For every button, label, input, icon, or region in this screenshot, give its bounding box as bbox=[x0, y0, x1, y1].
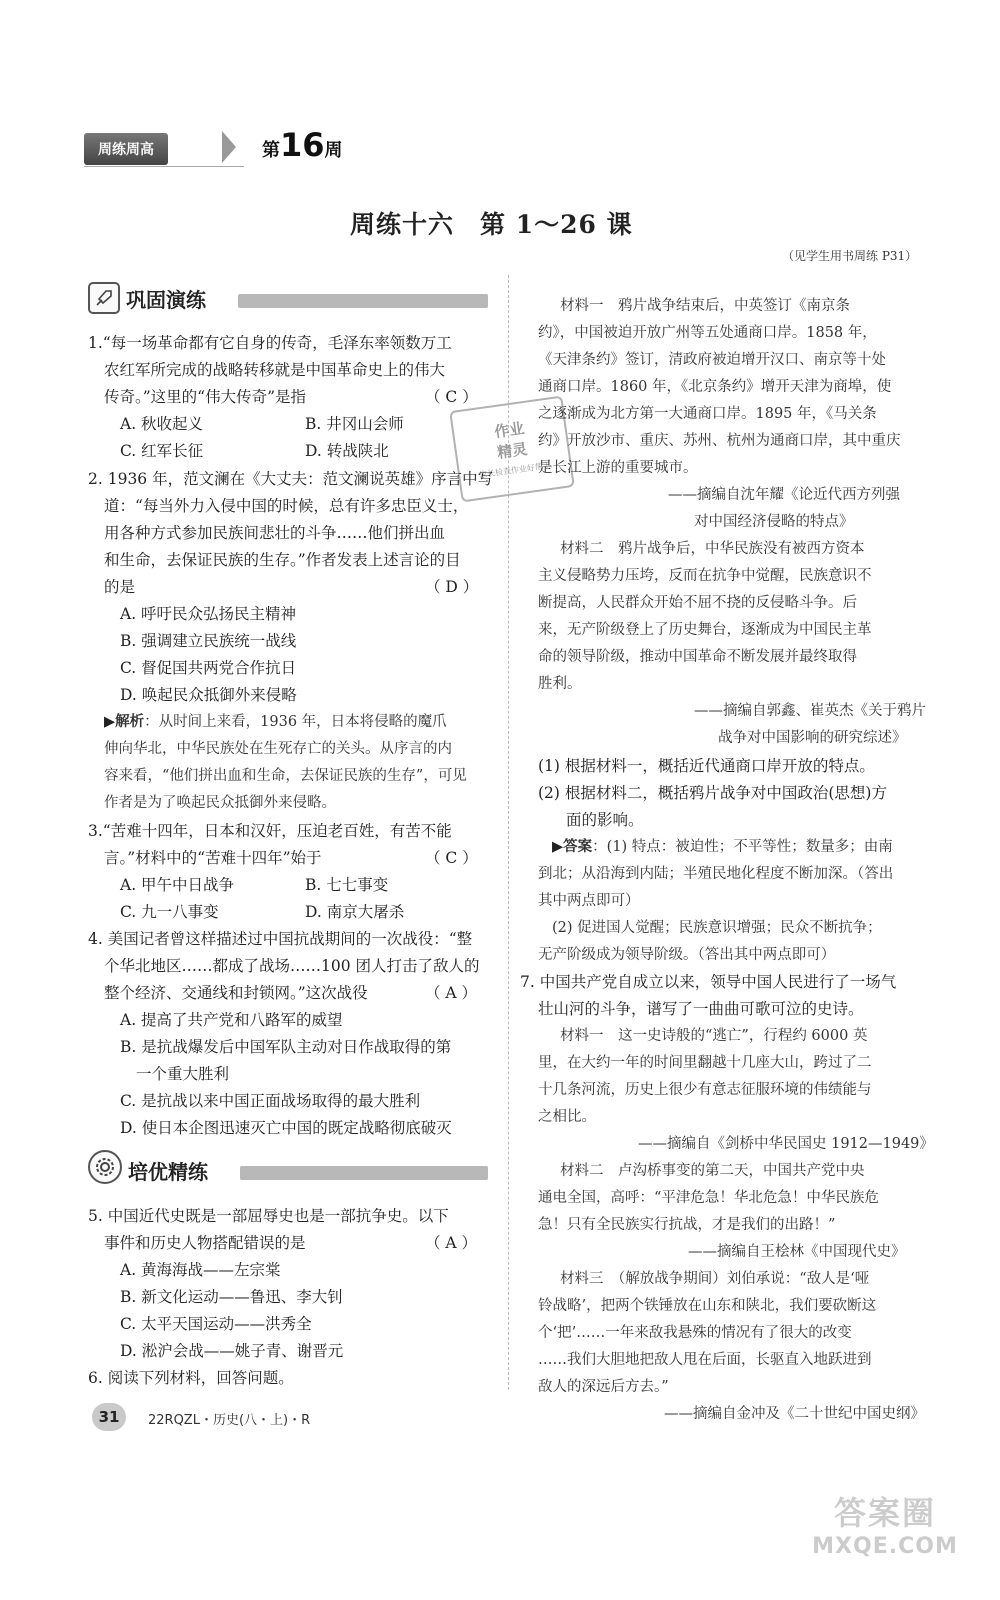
week-label: 第16周 bbox=[262, 126, 343, 164]
q7-material2-line2: 通电全国，高呼：“平津危急！华北危急！中华民族危 bbox=[538, 1190, 879, 1206]
q6-material2-line3: 断提高，人民群众开始不屈不挠的反侵略斗争。后 bbox=[538, 595, 857, 611]
q7-material3-line2: 铃战略’，把两个铁锤放在山东和陕北，我们要砍断这 bbox=[538, 1298, 877, 1314]
q2-answer: （ D ） bbox=[425, 578, 479, 596]
q7-material3-line3: 个‘把’……一年来敌我悬殊的情况有了很大的改变 bbox=[538, 1325, 852, 1341]
q1-option-a: A. 秋收起义 bbox=[120, 415, 204, 433]
q6-material1-source1: ——摘编自沈年耀《论近代西方列强 bbox=[668, 487, 900, 503]
q5-line1: 5. 中国近代史既是一部屈辱史也是一部抗争史。以下 bbox=[88, 1207, 449, 1225]
page-title: 周练十六 第 1～26 课 bbox=[350, 210, 633, 239]
q6-material2-line2: 主义侵略势力压垮，反而在抗争中觉醒，民族意识不 bbox=[538, 568, 872, 584]
q4-line2: 个华北地区……都成了战场……100 团人打击了敌人的 bbox=[104, 957, 480, 975]
q6-material2-line6: 胜利。 bbox=[538, 676, 582, 692]
q1-line3: 传奇。”这里的“伟大传奇”是指 bbox=[104, 388, 307, 406]
q4-option-b-cont: 一个重大胜利 bbox=[136, 1065, 230, 1083]
series-tag: 周练周高 bbox=[84, 133, 168, 165]
q4-line3: 整个经济、交通线和封锁网。”这次战役 bbox=[104, 984, 368, 1002]
q2-line3: 用各种方式参加民族间悲壮的斗争……他们拼出血 bbox=[104, 524, 446, 542]
q7-line1: 7. 中国共产党自成立以来，领导中国人民进行了一场气 bbox=[520, 973, 897, 991]
q1-line2: 农红军所完成的战略转移就是中国革命史上的伟大 bbox=[104, 361, 446, 379]
header-divider bbox=[84, 166, 244, 167]
section-bar-2 bbox=[240, 1166, 488, 1180]
q6-material1-line6: 约》开放沙市、重庆、苏州、杭州为通商口岸，其中重庆 bbox=[538, 433, 901, 449]
q4-option-b: B. 是抗战爆发后中国军队主动对日作战取得的第 bbox=[120, 1038, 452, 1056]
q6-answer-line3: 其中两点即可） bbox=[538, 893, 640, 909]
q7-material3-line1: 材料三 （解放战争期间）刘伯承说：“敌人是‘哑 bbox=[560, 1271, 870, 1287]
q2-line4: 和生命，去保证民族的生存。”作者发表上述言论的目 bbox=[104, 551, 461, 569]
q3-line1: 3.“苦难十四年，日本和汉奸，压迫老百姓，有苦不能 bbox=[88, 822, 452, 840]
q6-material2-source1: ——摘编自郭鑫、崔英杰《关于鸦片 bbox=[694, 703, 926, 719]
q5-option-b: B. 新文化运动——鲁迅、李大钊 bbox=[120, 1288, 343, 1306]
answer-icon: ▶ bbox=[552, 839, 564, 855]
q6-answer-line1: ▶答案：(1) 特点：被迫性；不平等性；数量多；由南 bbox=[552, 838, 893, 855]
q2-line1: 2. 1936 年，范文澜在《大丈夫：范文澜说英雄》序言中写 bbox=[88, 470, 494, 488]
q4-option-d: D. 使日本企图迅速灭亡中国的既定战略彻底破灭 bbox=[120, 1119, 452, 1137]
answer-label: 答案 bbox=[563, 838, 593, 855]
q6-material2-source2: 战争对中国影响的研究综述》 bbox=[718, 730, 907, 746]
q2-option-d: D. 唤起民众抵御外来侵略 bbox=[120, 686, 297, 704]
q6-material1-line3: 《天津条约》签订，清政府被迫增开汉口、南京等十处 bbox=[538, 352, 886, 368]
q2-option-c: C. 督促国共两党合作抗日 bbox=[120, 659, 297, 677]
rocket-icon bbox=[88, 282, 120, 314]
q6-material1-line4: 通商口岸。1860 年，《北京条约》增开天津为商埠，使 bbox=[538, 379, 892, 395]
q6-material1-line7: 是长江上游的重要城市。 bbox=[538, 460, 698, 476]
q7-line2: 壮山河的斗争，谱写了一曲曲可歌可泣的史诗。 bbox=[538, 1000, 864, 1018]
q7-material2-line3: 急！只有全民族实行抗战，才是我们的出路！” bbox=[538, 1217, 836, 1233]
q5-option-a: A. 黄海海战——左宗棠 bbox=[120, 1261, 281, 1279]
textbook-reference: （见学生用书周练 P31） bbox=[782, 249, 918, 263]
q2-option-b: B. 强调建立民族统一战线 bbox=[120, 632, 297, 650]
section-consolidate: 巩固演练 bbox=[126, 288, 206, 312]
q2-option-a: A. 呼吁民众弘扬民主精神 bbox=[120, 605, 297, 623]
q2-analysis-line4: 作者是为了唤起民众抵御外来侵略。 bbox=[104, 795, 336, 811]
q2-line5: 的是 bbox=[104, 578, 136, 596]
q6-material2-line4: 来，无产阶级登上了历史舞台，逐渐成为中国民主革 bbox=[538, 622, 872, 638]
q4-line1: 4. 美国记者曾这样描述过中国抗战期间的一次战役：“整 bbox=[88, 930, 473, 948]
q6-material2-line5: 命的领导阶级，推动中国革命不断发展并最终取得 bbox=[538, 649, 857, 665]
q6-answer-line4: (2) 促进国人觉醒；民族意识增强；民众不断抗争； bbox=[552, 920, 882, 936]
q3-line2: 言。”材料中的“苦难十四年”始于 bbox=[104, 849, 322, 867]
q2-analysis-line2: 伸向华北，中华民族处在生死存亡的关头。从序言的内 bbox=[104, 741, 452, 757]
q7-material1-line3: 十几条河流，历史上很少有意志征服环境的伟绩能与 bbox=[538, 1082, 872, 1098]
q4-option-c: C. 是抗战以来中国正面战场取得的最大胜利 bbox=[120, 1092, 421, 1110]
q3-option-c: C. 九一八事变 bbox=[120, 903, 219, 921]
q4-option-a: A. 提高了共产党和八路军的威望 bbox=[120, 1011, 343, 1029]
q2-analysis-line3: 容来看，“他们拼出血和生命，去保证民族的生存”，可见 bbox=[104, 768, 467, 784]
q5-line2: 事件和历史人物搭配错误的是 bbox=[104, 1234, 306, 1252]
q7-material1-line1: 材料一 这一史诗般的“逃亡”，行程约 6000 英 bbox=[560, 1028, 868, 1044]
q6-answer-line5: 无产阶级成为领导阶级。（答出其中两点即可） bbox=[538, 947, 836, 963]
q4-answer: （ A ） bbox=[425, 984, 478, 1002]
tag-arrow bbox=[222, 131, 236, 163]
section-bar bbox=[238, 294, 488, 308]
q6-material1-line2: 约》，中国被迫开放广州等五处通商口岸。1858 年， bbox=[538, 325, 877, 341]
q1-answer: （ C ） bbox=[425, 388, 478, 406]
q1-line1: 1.“每一场革命都有它自身的传奇，毛泽东率领数万工 bbox=[88, 334, 452, 352]
q7-material1-line4: 之相比。 bbox=[538, 1109, 596, 1125]
q6-answer-line2: 到北；从沿海到内陆；半殖民地化程度不断加深。（答出 bbox=[538, 866, 894, 882]
q6-material2-line1: 材料二 鸦片战争后，中华民族没有被西方资本 bbox=[560, 541, 865, 557]
q2-analysis: ▶解析：从时间上来看，1936 年，日本将侵略的魔爪 bbox=[104, 713, 447, 730]
q2-line2: 道：“每当外力入侵中国的时候，总有许多忠臣义士， bbox=[104, 497, 469, 515]
q3-option-a: A. 甲午中日战争 bbox=[120, 876, 235, 894]
q3-answer: （ C ） bbox=[425, 849, 478, 867]
analysis-label: 解析 bbox=[115, 713, 145, 730]
q5-option-c: C. 太平天国运动——洪秀全 bbox=[120, 1315, 312, 1333]
page-number-badge bbox=[92, 1403, 126, 1431]
q6-material1-source2: 对中国经济侵略的特点》 bbox=[694, 514, 854, 530]
watermark-logo: 答案圈 MXQE.COM bbox=[812, 1494, 958, 1559]
q6-sub2: (2) 根据材料二，概括鸦片战争对中国政治(思想)方 bbox=[538, 784, 887, 802]
q1-option-c: C. 红军长征 bbox=[120, 442, 204, 460]
q6-material1-line5: 之逐渐成为北方第一大通商口岸。1895 年，《马关条 bbox=[538, 406, 877, 422]
q5-answer: （ A ） bbox=[425, 1234, 478, 1252]
q6-sub1: (1) 根据材料一，概括近代通商口岸开放的特点。 bbox=[538, 757, 875, 775]
gear-icon bbox=[88, 1150, 122, 1184]
stamp-logo: 作业 精灵 家长检查作业好帮手 bbox=[449, 396, 575, 503]
book-code: 22RQZL・历史(八・上)・R bbox=[148, 1413, 311, 1428]
section-improve: 培优精练 bbox=[128, 1160, 208, 1184]
q1-option-d: D. 转战陕北 bbox=[305, 442, 389, 460]
q5-option-d: D. 淞沪会战——姚子青、谢晋元 bbox=[120, 1342, 344, 1360]
q3-option-b: B. 七七事变 bbox=[305, 876, 389, 894]
q6-material1-line1: 材料一 鸦片战争结束后，中英签订《南京条 bbox=[560, 298, 850, 314]
q7-material3-line4: ……我们大胆地把敌人甩在后面，长驱直入地跃进到 bbox=[538, 1352, 872, 1368]
analysis-icon: ▶ bbox=[104, 714, 116, 730]
q7-material1-line2: 里，在大约一年的时间里翻越十几座大山，跨过了二 bbox=[538, 1055, 872, 1071]
page-number: 31 bbox=[98, 1408, 120, 1426]
q7-material1-source: ——摘编自《剑桥中华民国史 1912—1949》 bbox=[638, 1136, 934, 1152]
q7-material3-source: ——摘编自金冲及《二十世纪中国史纲》 bbox=[664, 1406, 925, 1422]
q6-sub2-cont: 面的影响。 bbox=[566, 811, 644, 829]
q7-material3-line5: 敌人的深远后方去。” bbox=[538, 1379, 669, 1395]
q7-material2-source: ——摘编自王桧林《中国现代史》 bbox=[688, 1244, 906, 1260]
q3-option-d: D. 南京大屠杀 bbox=[305, 903, 405, 921]
q7-material2-line1: 材料二 卢沟桥事变的第二天，中国共产党中央 bbox=[560, 1163, 865, 1179]
q6-prompt: 6. 阅读下列材料，回答问题。 bbox=[88, 1369, 294, 1387]
q1-option-b: B. 井冈山会师 bbox=[305, 415, 404, 433]
